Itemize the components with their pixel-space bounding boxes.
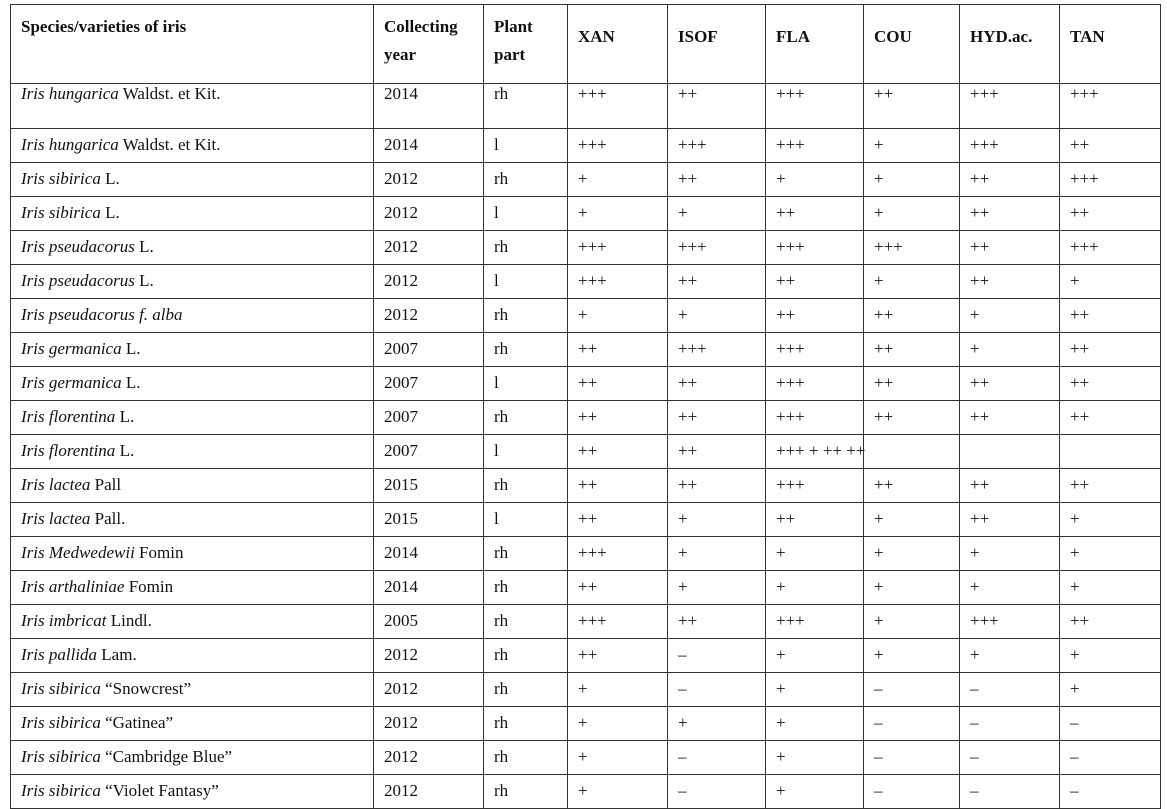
species-cell [11,537,374,571]
year-cell: 2012 [374,299,484,333]
genus-name: Iris [21,577,45,596]
tan-cell: ++ [1060,197,1161,231]
fla-cell: ++ [766,197,864,231]
part-cell: rh [484,707,568,741]
species-cell [11,707,374,741]
hyd-cell: + [960,571,1060,605]
author-name: L. [121,339,141,358]
isof-cell: ++ [668,367,766,401]
xan-cell: ++ [568,333,668,367]
fla-cell: +++ [766,333,864,367]
table-row [11,503,1161,537]
year-cell: 2012 [374,197,484,231]
xan-cell: +++ [568,129,668,163]
tan-cell: + [1060,265,1161,299]
header-fla: FLA [766,5,864,84]
part-cell: rh [484,605,568,639]
year-cell: 2012 [374,775,484,809]
xan-cell: ++ [568,571,668,605]
year-cell: 2012 [374,707,484,741]
isof-cell: ++ [668,84,766,129]
species-cell [11,197,374,231]
table-row [11,401,1161,435]
epithet-name: sibirica [48,747,101,766]
part-cell: l [484,265,568,299]
table-row [11,775,1161,809]
fla-cell: ++ [766,265,864,299]
xan-cell: ++ [568,503,668,537]
fla-cell: ++ [766,503,864,537]
cou-cell: – [864,707,960,741]
genus-name: Iris [21,84,45,103]
tan-cell: ++ [1060,299,1161,333]
genus-name: Iris [21,271,45,290]
tan-cell: +++ [1060,163,1161,197]
cou-cell: ++ [864,469,960,503]
table-row [11,469,1161,503]
hyd-cell: – [960,775,1060,809]
species-cell [11,639,374,673]
species-cell [11,741,374,775]
epithet-name: pseudacorus f. alba [48,305,183,324]
part-cell: rh [484,84,568,129]
isof-cell: – [668,741,766,775]
epithet-name: florentina [48,441,116,460]
part-cell: rh [484,231,568,265]
author-name: Pall [90,475,122,494]
author-name: L. [115,407,135,426]
hyd-cell: + [960,639,1060,673]
cou-cell: – [864,741,960,775]
header-collecting-year: Collecting year [374,5,484,84]
author-name: Lindl. [106,611,152,630]
isof-cell: + [668,197,766,231]
species-cell [11,435,374,469]
hyd-cell: – [960,707,1060,741]
table-row [11,197,1161,231]
table-row [11,707,1161,741]
author-name: “Violet Fantasy” [100,781,219,800]
species-cell [11,163,374,197]
tan-cell [1060,435,1161,469]
genus-name: Iris [21,679,45,698]
isof-cell: ++ [668,265,766,299]
year-cell: 2007 [374,401,484,435]
part-cell: rh [484,333,568,367]
fla-cell: +++ [766,469,864,503]
species-cell [11,775,374,809]
hyd-cell: + [960,333,1060,367]
cou-cell: ++ [864,401,960,435]
species-cell [11,605,374,639]
isof-cell: – [668,673,766,707]
species-cell [11,571,374,605]
iris-compounds-table [10,4,1161,809]
hyd-cell: ++ [960,231,1060,265]
year-cell: 2012 [374,231,484,265]
cou-cell: + [864,503,960,537]
genus-name: Iris [21,713,45,732]
table-row [11,265,1161,299]
xan-cell: + [568,775,668,809]
epithet-name: sibirica [48,713,101,732]
cou-cell: + [864,639,960,673]
fla-cell: +++ [766,129,864,163]
isof-cell: + [668,503,766,537]
genus-name: Iris [21,169,45,188]
isof-cell: +++ [668,231,766,265]
isof-cell: +++ [668,333,766,367]
genus-name: Iris [21,373,45,392]
xan-cell: ++ [568,435,668,469]
fla-cell: +++ [766,401,864,435]
year-cell: 2007 [374,367,484,401]
cou-cell: + [864,197,960,231]
header-species: Species/varieties of iris [11,5,374,84]
epithet-name: hungarica [48,135,119,154]
table-row [11,673,1161,707]
hyd-cell [960,435,1060,469]
isof-cell: ++ [668,435,766,469]
species-cell [11,503,374,537]
header-isof: ISOF [668,5,766,84]
isof-cell: ++ [668,469,766,503]
epithet-name: sibirica [48,169,101,188]
species-cell [11,367,374,401]
cou-cell: – [864,775,960,809]
species-cell [11,231,374,265]
epithet-name: imbricat [48,611,107,630]
species-cell [11,265,374,299]
tan-cell: – [1060,775,1161,809]
epithet-name: sibirica [48,203,101,222]
author-name: “Gatinea” [100,713,174,732]
tan-cell: ++ [1060,129,1161,163]
author-name: Fomin [134,543,184,562]
header-row [11,5,1161,84]
header-tan: TAN [1060,5,1161,84]
tan-cell: ++ [1060,469,1161,503]
genus-name: Iris [21,645,45,664]
cou-cell: + [864,265,960,299]
isof-cell: ++ [668,605,766,639]
isof-cell: ++ [668,401,766,435]
year-cell: 2012 [374,741,484,775]
xan-cell: +++ [568,265,668,299]
xan-cell: +++ [568,605,668,639]
year-cell: 2005 [374,605,484,639]
genus-name: Iris [21,509,45,528]
tan-cell: ++ [1060,605,1161,639]
xan-cell: ++ [568,639,668,673]
hyd-cell: ++ [960,469,1060,503]
cou-cell: + [864,571,960,605]
cou-cell: + [864,129,960,163]
epithet-name: pseudacorus [48,237,135,256]
part-cell: l [484,435,568,469]
part-cell: rh [484,571,568,605]
part-cell: rh [484,537,568,571]
hyd-cell: ++ [960,367,1060,401]
fla-cell: + [766,639,864,673]
tan-cell: ++ [1060,401,1161,435]
hyd-cell: +++ [960,129,1060,163]
species-cell [11,84,374,129]
epithet-name: germanica [48,373,122,392]
year-cell: 2012 [374,639,484,673]
year-cell: 2014 [374,571,484,605]
hyd-cell: – [960,741,1060,775]
genus-name: Iris [21,781,45,800]
tan-cell: +++ [1060,84,1161,129]
author-name: Waldst. et Kit. [118,84,221,103]
year-cell: 2012 [374,265,484,299]
table-row [11,129,1161,163]
hyd-cell: ++ [960,503,1060,537]
genus-name: Iris [21,747,45,766]
year-cell: 2015 [374,503,484,537]
xan-cell: +++ [568,84,668,129]
year-cell: 2014 [374,537,484,571]
cou-cell: ++ [864,333,960,367]
hyd-cell: + [960,299,1060,333]
author-name: L. [100,169,120,188]
genus-name: Iris [21,441,45,460]
part-cell: l [484,367,568,401]
tan-cell: ++ [1060,367,1161,401]
hyd-cell: – [960,673,1060,707]
species-cell [11,401,374,435]
year-cell: 2007 [374,333,484,367]
epithet-name: arthaliniae [48,577,125,596]
epithet-name: lactea [48,509,91,528]
genus-name: Iris [21,135,45,154]
year-cell: 2014 [374,84,484,129]
epithet-name: lactea [48,475,91,494]
part-cell: rh [484,163,568,197]
part-cell: rh [484,741,568,775]
species-cell [11,333,374,367]
xan-cell: + [568,673,668,707]
part-cell: rh [484,401,568,435]
fla-cell: +++ [766,367,864,401]
author-name: L. [121,373,141,392]
cou-cell: + [864,605,960,639]
cou-cell: +++ [864,231,960,265]
xan-cell: + [568,707,668,741]
cou-cell: – [864,673,960,707]
genus-name: Iris [21,543,45,562]
isof-cell: – [668,639,766,673]
year-cell: 2012 [374,163,484,197]
part-cell: rh [484,299,568,333]
part-cell: rh [484,469,568,503]
year-cell: 2007 [374,435,484,469]
year-cell: 2014 [374,129,484,163]
isof-cell: +++ [668,129,766,163]
fla-cell: +++ [766,605,864,639]
author-name: Pall. [90,509,126,528]
genus-name: Iris [21,475,45,494]
author-name: Fomin [124,577,174,596]
xan-cell: ++ [568,401,668,435]
epithet-name: pseudacorus [48,271,135,290]
epithet-name: hungarica [48,84,119,103]
epithet-name: sibirica [48,679,101,698]
fla-cell: +++ + ++ ++ [766,435,864,469]
genus-name: Iris [21,611,45,630]
xan-cell: + [568,197,668,231]
table-row [11,163,1161,197]
xan-cell: +++ [568,537,668,571]
isof-cell: + [668,299,766,333]
table-body [11,84,1161,809]
part-cell: rh [484,673,568,707]
xan-cell: + [568,299,668,333]
tan-cell: ++ [1060,333,1161,367]
fla-cell: + [766,163,864,197]
author-name: Waldst. et Kit. [118,135,221,154]
genus-name: Iris [21,339,45,358]
cou-cell [864,435,960,469]
isof-cell: + [668,537,766,571]
tan-cell: + [1060,639,1161,673]
table-row [11,435,1161,469]
header-cou: COU [864,5,960,84]
species-cell [11,299,374,333]
author-name: L. [134,237,154,256]
hyd-cell: +++ [960,605,1060,639]
tan-cell: + [1060,571,1161,605]
cou-cell: ++ [864,367,960,401]
isof-cell: + [668,707,766,741]
species-cell [11,469,374,503]
cou-cell: ++ [864,84,960,129]
isof-cell: + [668,571,766,605]
table-row [11,639,1161,673]
author-name: “Snowcrest” [100,679,191,698]
table-row [11,605,1161,639]
tan-cell: – [1060,741,1161,775]
table-row [11,537,1161,571]
genus-name: Iris [21,305,45,324]
table-row [11,333,1161,367]
header-hyd: HYD.ac. [960,5,1060,84]
hyd-cell: ++ [960,163,1060,197]
hyd-cell: ++ [960,265,1060,299]
tan-cell: – [1060,707,1161,741]
tan-cell: + [1060,673,1161,707]
table-row [11,367,1161,401]
xan-cell: +++ [568,231,668,265]
fla-cell: + [766,673,864,707]
hyd-cell: ++ [960,197,1060,231]
table-row [11,299,1161,333]
tan-cell: +++ [1060,231,1161,265]
xan-cell: ++ [568,469,668,503]
part-cell: l [484,197,568,231]
fla-cell: ++ [766,299,864,333]
genus-name: Iris [21,237,45,256]
xan-cell: + [568,163,668,197]
cou-cell: + [864,163,960,197]
tan-cell: + [1060,503,1161,537]
author-name: L. [115,441,135,460]
genus-name: Iris [21,407,45,426]
author-name: Lam. [97,645,137,664]
xan-cell: + [568,741,668,775]
header-xan: XAN [568,5,668,84]
xan-cell: ++ [568,367,668,401]
species-cell [11,673,374,707]
epithet-name: florentina [48,407,116,426]
author-name: “Cambridge Blue” [100,747,233,766]
epithet-name: pallida [48,645,98,664]
part-cell: rh [484,639,568,673]
isof-cell: – [668,775,766,809]
hyd-cell: ++ [960,401,1060,435]
epithet-name: sibirica [48,781,101,800]
hyd-cell: + [960,537,1060,571]
fla-cell: + [766,707,864,741]
fla-cell: + [766,775,864,809]
fla-cell: + [766,741,864,775]
part-cell: l [484,503,568,537]
table-row [11,741,1161,775]
year-cell: 2015 [374,469,484,503]
table-row [11,571,1161,605]
table-row [11,84,1161,129]
fla-cell: +++ [766,231,864,265]
tan-cell: + [1060,537,1161,571]
cou-cell: ++ [864,299,960,333]
part-cell: rh [484,775,568,809]
author-name: L. [134,271,154,290]
cou-cell: + [864,537,960,571]
part-cell: l [484,129,568,163]
isof-cell: ++ [668,163,766,197]
author-name: L. [100,203,120,222]
hyd-cell: +++ [960,84,1060,129]
table-row [11,231,1161,265]
species-cell [11,129,374,163]
fla-cell: + [766,571,864,605]
fla-cell: + [766,537,864,571]
epithet-name: Medwedewii [48,543,135,562]
epithet-name: germanica [48,339,122,358]
genus-name: Iris [21,203,45,222]
fla-cell: +++ [766,84,864,129]
header-plant-part: Plant part [484,5,568,84]
year-cell: 2012 [374,673,484,707]
